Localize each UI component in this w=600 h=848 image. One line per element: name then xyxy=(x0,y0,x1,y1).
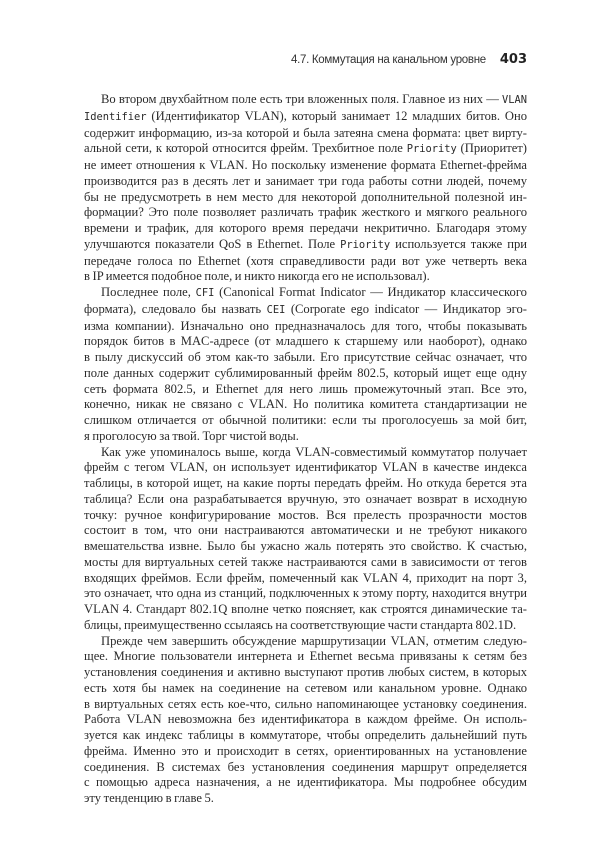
text-segment: в пылу дискуссий об этом как-то забыли. Его присутствие сейчас означает, что xyxy=(84,350,527,364)
text-segment: формата), следовало бы назвать xyxy=(84,301,267,316)
text-line xyxy=(84,460,527,476)
text-line xyxy=(84,413,527,429)
text-segment: эту тенденцию в главе 5. xyxy=(84,791,214,805)
running-title: 4.7. Коммутация на канальном уровне xyxy=(291,54,486,66)
text-segment: (Canonical Format Indicator — Индикатор классического xyxy=(214,285,527,299)
text-segment: Работа VLAN невозможна без идентификатора в каждом фрейме. Он исполь- xyxy=(84,712,527,727)
text-segment: передаче голоса по Ethernet (хотя справедливости ради вот уже четверть века xyxy=(84,253,527,268)
text-line xyxy=(84,334,527,350)
text-segment: используется также при xyxy=(390,236,527,251)
text-line xyxy=(84,760,527,776)
text-line xyxy=(84,618,527,634)
text-line xyxy=(84,302,527,319)
text-line xyxy=(84,665,527,681)
text-line xyxy=(84,523,527,539)
text-line xyxy=(84,285,527,302)
text-line xyxy=(84,254,527,270)
text-line xyxy=(84,237,527,254)
text-line xyxy=(84,775,527,791)
text-line xyxy=(84,158,527,174)
code-term: CEI xyxy=(266,303,286,316)
text-line xyxy=(84,269,527,285)
code-term: Priority xyxy=(406,143,457,156)
text-segment: Как уже упоминалось выше, когда VLAN-совместимый коммутатор получает xyxy=(101,444,527,459)
text-segment: (Приоритет) xyxy=(456,141,528,156)
text-line xyxy=(84,791,527,807)
text-line xyxy=(84,92,527,109)
text-segment: это означает, что одна из станций, подключенных к этому порту, находится внутри xyxy=(84,586,527,601)
text-segment: бы не предусмотреть в нем место для некоторой дополнительной полезной ин- xyxy=(84,189,527,204)
text-segment: с помощью адреса назначения, а не идентификатора. Мы подробнее обсудим xyxy=(84,775,527,790)
text-line xyxy=(84,366,527,382)
text-line xyxy=(84,586,527,602)
text-line xyxy=(84,190,527,206)
text-line xyxy=(84,681,527,697)
paragraph xyxy=(84,634,527,807)
text-segment: фрейма. Именно это и происходит в сетях, ориентированных на установление xyxy=(84,743,527,758)
text-segment: времени и трафик, для которого время передачи некритично. Благодаря этому xyxy=(84,221,527,235)
text-line xyxy=(84,445,527,461)
text-line xyxy=(84,350,527,366)
text-line xyxy=(84,382,527,398)
text-segment: входящих фреймов. Если фрейм, помеченный как VLAN 4, приходит на порт 3, xyxy=(84,570,527,585)
text-line xyxy=(84,397,527,413)
text-line xyxy=(84,429,527,445)
text-segment: я проголосую за твой. Торг чистой воды. xyxy=(84,428,299,443)
text-line xyxy=(84,634,527,650)
code-term: VLAN xyxy=(501,94,527,106)
text-segment: Во втором двухбайтном поле есть три вложенных поля. Главное из них — xyxy=(101,92,502,106)
text-line xyxy=(84,221,527,237)
text-line xyxy=(84,141,527,158)
text-line xyxy=(84,492,527,508)
text-segment: щее. Многие пользователи интернета и Ethernet весьма привязаны к сетям без xyxy=(84,649,527,664)
text-segment: есть хотя бы намек на соединение на сетевом или канальном уровне. Однако xyxy=(84,680,527,695)
text-segment: (Corporate ego indicator — Индикатор эго- xyxy=(285,301,527,316)
text-segment: слишком отличается от обычной политики: если ты проголосуешь за мой бит, xyxy=(84,413,527,427)
text-line xyxy=(84,126,527,142)
text-segment: состоит в том, что они настраиваются автоматически и не требуют никакого xyxy=(84,523,527,538)
text-segment: вмешательства извне. Было бы ужасно жаль потерять это свойство. К счастью, xyxy=(84,539,527,553)
text-segment: Прежде чем завершить обсуждение маршрутизации VLAN, отметим следую- xyxy=(101,633,527,648)
text-segment: формации? Это поле позволяет различать трафик жесткого и мягкого реального xyxy=(84,205,527,220)
text-segment: изма компании). Изначально оно предназначалось для того, чтобы показывать xyxy=(84,318,527,333)
text-line xyxy=(84,555,527,571)
text-segment: блицы, преимущественно ссылаясь на соответствующие части стандарта 802.1D. xyxy=(84,617,517,632)
page-header xyxy=(84,52,527,72)
code-term: CFI xyxy=(195,287,215,299)
page-number: 403 xyxy=(499,52,527,67)
text-segment: производится раз в десять лет и занимает три года работы сотни людей, почему xyxy=(84,173,527,188)
text-line xyxy=(84,174,527,190)
text-segment: улучшаются показатели QoS в Ethernet. Поле xyxy=(84,236,341,251)
text-segment: зуется как индекс таблицы в коммутаторе, чтобы определить дальнейший путь xyxy=(84,728,527,742)
text-line xyxy=(84,602,527,618)
text-line xyxy=(84,571,527,587)
text-segment: содержит информацию, из-за которой и была затеяна смена формата: цвет вирту- xyxy=(84,125,527,140)
text-line xyxy=(84,539,527,555)
text-segment: конечно, никак не связано с VLAN. Но политика комитета стандартизации не xyxy=(84,397,527,412)
code-term: Identifier xyxy=(84,110,147,123)
text-segment: установления соединения и активно выступают против любых систем, в которых xyxy=(84,665,527,679)
text-line xyxy=(84,476,527,492)
code-term: Priority xyxy=(340,238,391,251)
text-line xyxy=(84,728,527,744)
paragraph xyxy=(84,92,527,285)
text-line xyxy=(84,744,527,760)
text-line xyxy=(84,109,527,126)
text-segment: сеть формата 802.5, и Ethernet для него лишь промежуточный этап. Все это, xyxy=(84,381,527,396)
text-segment: в IP имеется подобное поле, и никто никогда его не использовал). xyxy=(84,269,430,284)
text-line xyxy=(84,508,527,524)
paragraph xyxy=(84,445,527,634)
text-segment: не имеет отношения к VLAN. Но поскольку изменение формата Ethernet-фрейма xyxy=(84,158,527,172)
text-segment: (Идентификатор VLAN), который занимает 12 младших битов. Оно xyxy=(146,108,527,123)
text-segment: таблицы, в которой ищет, на какие порты передать фрейм. Но откуда берется эта xyxy=(84,476,527,490)
text-segment: соединения. В системах без установления соединения маршрут определяется xyxy=(84,759,527,774)
text-segment: точку: ручное конфигурирование мостов. Вся прелесть прозрачности мостов xyxy=(84,507,527,522)
paragraph xyxy=(84,285,527,445)
text-segment: в виртуальных сетях есть кое-что, сильно напоминающее установку соединения. xyxy=(84,696,527,711)
text-segment: фрейм с тегом VLAN, он использует идентификатор VLAN в качестве индекса xyxy=(84,460,527,475)
text-line xyxy=(84,697,527,713)
text-segment: Последнее поле, xyxy=(101,285,196,299)
text-segment: порядок битов в MAC-адресе (от младшего к старшему или наоборот), однако xyxy=(84,334,527,349)
text-segment: таблица? Если она разрабатывается вручную, это означает возврат в исходную xyxy=(84,491,527,506)
text-segment: альной сети, к которой относится фрейм. Трехбитное поле xyxy=(84,141,407,156)
text-line xyxy=(84,205,527,221)
text-line xyxy=(84,649,527,665)
text-segment: поле данных содержит сублимированный фрейм 802.5, который ищет еще одну xyxy=(84,365,527,380)
text-line xyxy=(84,712,527,728)
body-text xyxy=(84,92,527,807)
text-segment: VLAN 4. Стандарт 802.1Q вполне четко поясняет, как строятся динамические та- xyxy=(84,602,527,616)
text-line xyxy=(84,319,527,335)
text-segment: мосты для виртуальных сетей также настраиваются сами в зависимости от тегов xyxy=(84,554,527,569)
